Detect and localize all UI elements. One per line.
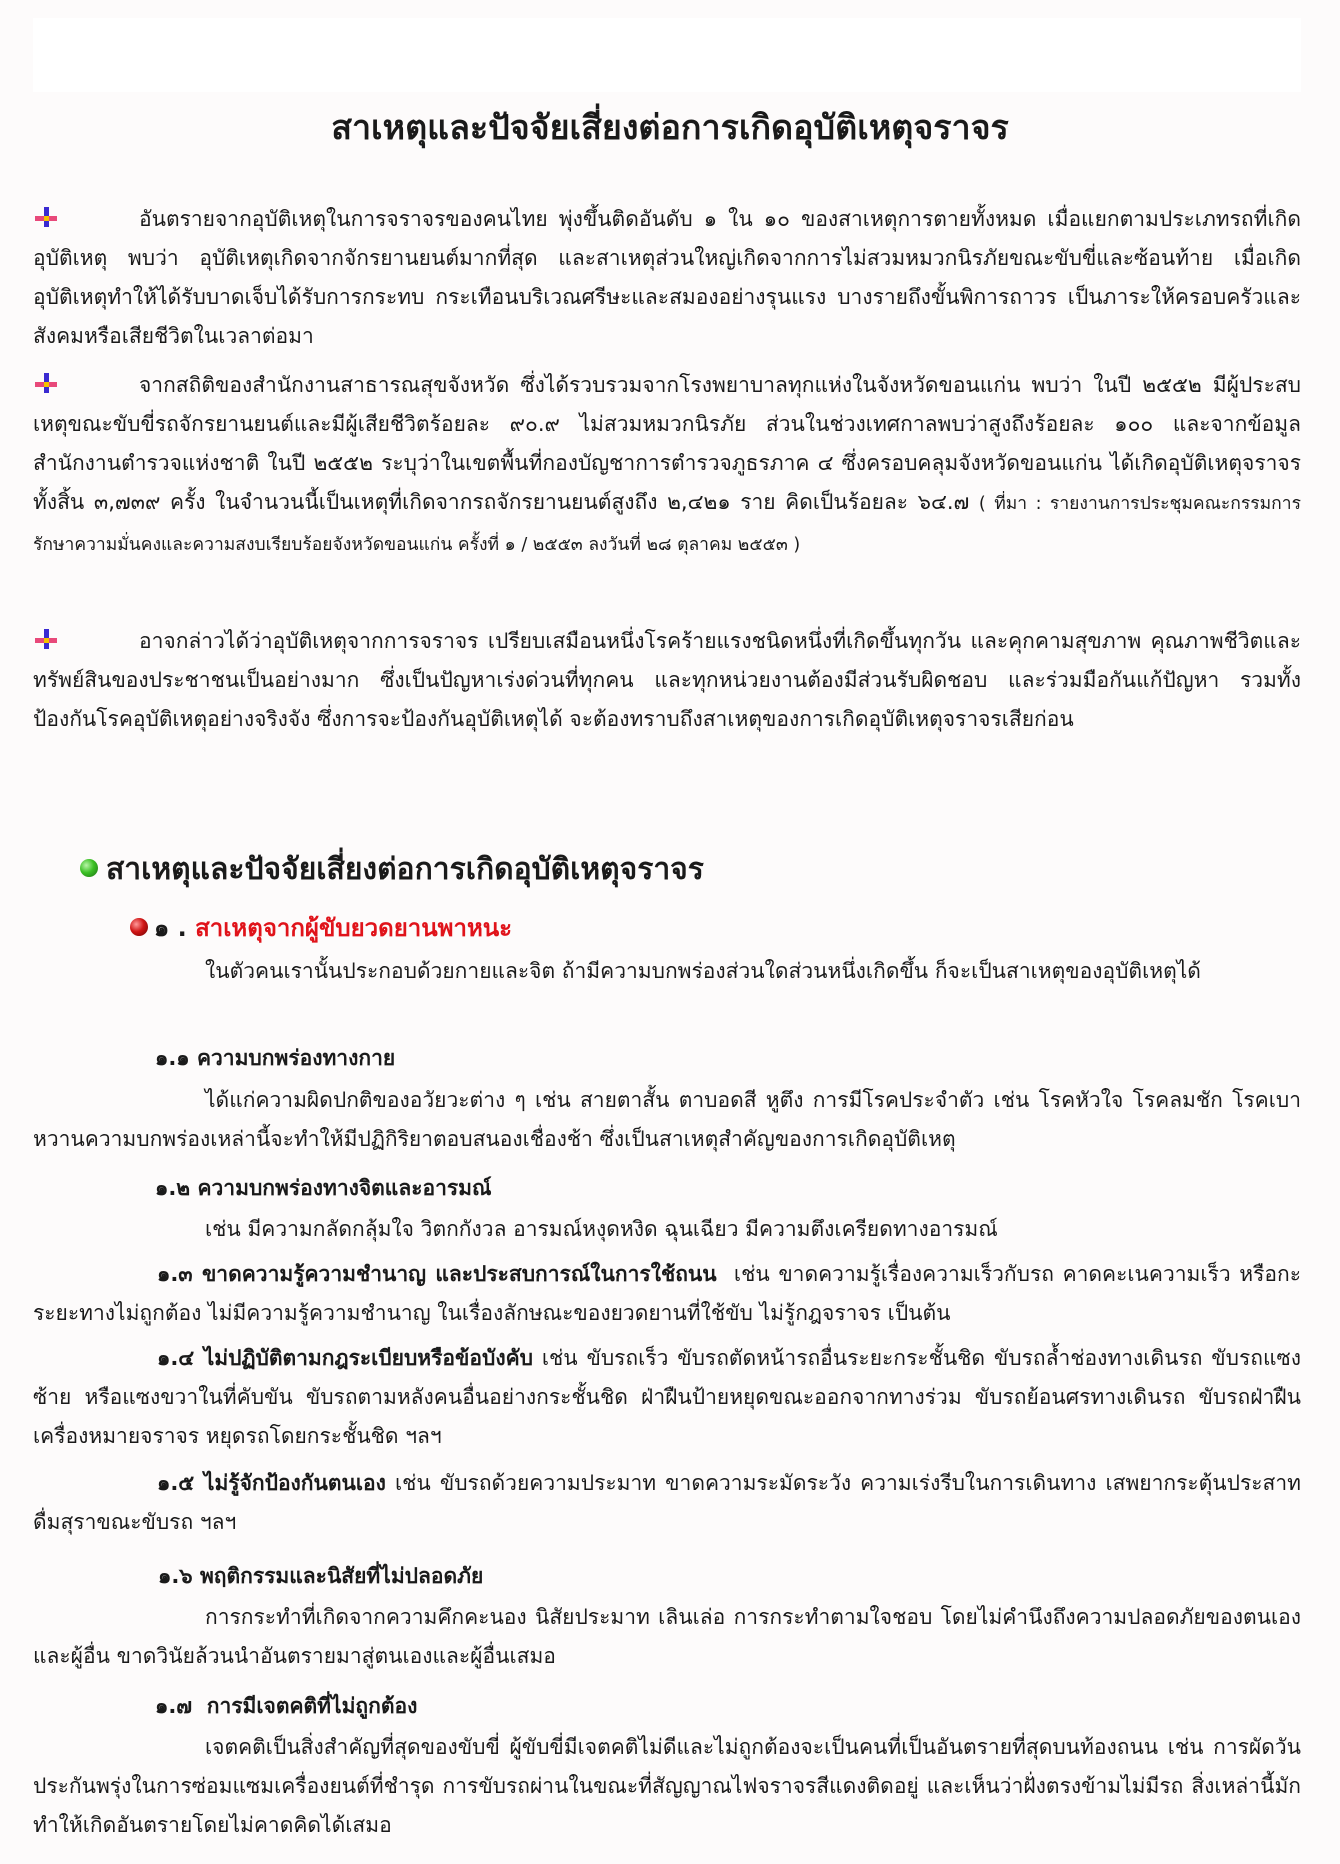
cross-bullet-icon (33, 206, 59, 228)
item-heading-1-3: ๑.๓ ขาดความรู้ความชำนาญ และประสบการณ์ในการใช้ถนน (157, 1262, 717, 1286)
source-note: ( ที่มา : รายงานการประชุมคณะกรรมการรักษาความมั่นคงและความสงบเรียบร้อยจังหวัดขอนแก่น ครั้งที่ ๑ / ๒๕๕๓ ลงวันที่ ๒๘ ตุลาคม ๒๕๕๓ ) (33, 494, 1301, 555)
item-heading-1-5: ๑.๕ ไม่รู้จักป้องกันตนเอง (157, 1471, 386, 1495)
item-text-1-1: ได้แก่ความผิดปกติของอวัยวะต่าง ๆ เช่น สายตาสั้น ตาบอดสี หูตึง การมีโรคประจำตัว เช่น โรคหัวใจ โรคลมชัก โรคเบาหวานความบกพร่องเหล่านี้จะทำให้มีปฏิกิริยาตอบสนองเชื่องช้า ซึ่งเป็นสาเหตุสำคัญของการเกิดอุบัติเหตุ (33, 1088, 1301, 1151)
cross-bullet-icon (33, 628, 59, 650)
page-title: สาเหตุและปัจจัยเสี่ยงต่อการเกิดอุบัติเหตุจราจร (331, 108, 1009, 148)
red-ball-icon (130, 918, 148, 936)
item-1-5: ๑.๕ ไม่รู้จักป้องกันตนเอง เช่น ขับรถด้วยความประมาท ขาดความระมัดระวัง ความเร่งรีบในการเดินทาง เสพยากระตุ้นประสาท ดื่มสุราขณะขับรถ ฯลฯ (33, 1471, 1301, 1534)
item-heading-1-1: ๑.๑ ความบกพร่องทางกาย (155, 1046, 396, 1070)
green-ball-icon (80, 859, 98, 877)
item-heading-1-2: ๑.๒ ความบกพร่องทางจิตและอารมณ์ (155, 1176, 492, 1200)
item-1-3: ๑.๓ ขาดความรู้ความชำนาญ และประสบการณ์ในการใช้ถนน เช่น ขาดความรู้เรื่องความเร็วกับรถ คาดคะเนความเร็ว หรือกะระยะทางไม่ถูกต้อง ไม่มีความรู้ความชำนาญ ในเรื่องลักษณะของยวดยานที่ใช้ขับ ไม่รู้กฎจราจร เป็นต้น (33, 1262, 1301, 1325)
item-heading-1-4: ๑.๔ ไม่ปฏิบัติตามกฎระเบียบหรือข้อบังคับ (157, 1346, 533, 1370)
item-text-1-2: เช่น มีความกลัดกลุ้มใจ วิตกกังวล อารมณ์หงุดหงิด ฉุนเฉียว มีความตึงเครียดทางอารมณ์ (205, 1217, 998, 1241)
item-text-1-7: เจตคติเป็นสิ่งสำคัญที่สุดของขับขี่ ผู้ขับขี่มีเจตคติไม่ดีและไม่ถูกต้องจะเป็นคนที่เป็นอันตรายที่สุดบนท้องถนน เช่น การผัดวันประกันพรุ่งในการซ่อมแซมเครื่องยนต์ที่ชำรุด การขับรถผ่านในขณะที่สัญญาณไฟจราจรสีแดงติดอยู่ และเห็นว่าฝั่งตรงข้ามไม่มีรถ สิ่งเหล่านี้มักทำให้เกิดอันตรายโดยไม่คาดคิดได้เสมอ (33, 1735, 1301, 1837)
cross-bullet-icon (33, 372, 59, 394)
item-text-1-6: การกระทำที่เกิดจากความคึกคะนอง นิสัยประมาท เลินเล่อ การกระทำตามใจชอบ โดยไม่คำนึงถึงความปลอดภัยของตนเองและผู้อื่น ขาดวินัยล้วนนำอันตรายมาสู่ตนเองและผู้อื่นเสมอ (33, 1605, 1301, 1668)
intro-paragraph-3: อาจกล่าวได้ว่าอุบัติเหตุจากการจราจร เปรียบเสมือนหนึ่งโรคร้ายแรงชนิดหนึ่งที่เกิดขึ้นทุกวัน และคุกคามสุขภาพ คุณภาพชีวิตและทรัพย์สินของประชาชนเป็นอย่างมาก ซึ่งเป็นปัญหาเร่งด่วนที่ทุกคน และทุกหน่วยงานต้องมีส่วนรับผิดชอบ และร่วมมือกันแก้ปัญหา รวมทั้งป้องกันโรคอุบัติเหตุอย่างจริงจัง ซึ่งการจะป้องกันอุบัติเหตุได้ จะต้องทราบถึงสาเหตุของการเกิดอุบัติเหตุจราจรเสียก่อน (33, 629, 1301, 731)
intro-paragraph-1: อันตรายจากอุบัติเหตุในการจราจรของคนไทย พุ่งขึ้นติดอันดับ ๑ ใน ๑๐ ของสาเหตุการตายทั้งหมด เมื่อแยกตามประเภทรถที่เกิดอุบัติเหตุ พบว่า อุบัติเหตุเกิดจากจักรยานยนต์มากที่สุด และสาเหตุส่วนใหญ่เกิดจากการไม่สวมหมวกนิรภัยขณะขับขี่และซ้อนท้าย เมื่อเกิดอุบัติเหตุทำให้ได้รับบาดเจ็บได้รับการกระทบ กระเทือนบริเวณศรีษะและสมองอย่างรุนแรง บางรายถึงขั้นพิการถาวร เป็นภาระให้ครอบครัวและสังคมหรือเสียชีวิตในเวลาต่อมา (33, 207, 1301, 348)
item-1-4: ๑.๔ ไม่ปฏิบัติตามกฎระเบียบหรือข้อบังคับ เช่น ขับรถเร็ว ขับรถตัดหน้ารถอื่นระยะกระชั้นชิด ขับรถล้ำช่องทางเดินรถ ขับรถแซงซ้าย หรือแซงขวาในที่คับขัน ขับรถตามหลังคนอื่นอย่างกระชั้นชิด ฝ่าฝืนป้ายหยุดขณะออกจากทางร่วม ขับรถย้อนศรทางเดินรถ ขับรถฝ่าฝืนเครื่องหมายจราจร หยุดรถโดยกระชั้นชิด ฯลฯ (33, 1346, 1301, 1448)
section-heading: สาเหตุและปัจจัยเสี่ยงต่อการเกิดอุบัติเหตุจราจร (80, 848, 704, 892)
intro-paragraph-2: จากสถิติของสำนักงานสาธารณสุขจังหวัด ซึ่งได้รวบรวมจากโรงพยาบาลทุกแห่งในจังหวัดขอนแก่น พบว่า ในปี ๒๕๕๒ มีผู้ประสบเหตุขณะขับขี่รถจักรยานยนต์และมีผู้เสียชีวิตร้อยละ ๙๐.๙ ไม่สวมหมวกนิรภัย ส่วนในช่วงเทศกาลพบว่าสูงถึงร้อยละ ๑๐๐ และจากข้อมูลสำนักงานตำรวจแห่งชาติ ในปี ๒๕๕๒ ระบุว่าในเขตพื้นที่กองบัญชาการตำรวจภูธรภาค ๔ ซึ่งครอบคลุมจังหวัดขอนแก่น ได้เกิดอุบัติเหตุจราจรทั้งสิ้น ๓,๗๓๙ ครั้ง ในจำนวนนี้เป็นเหตุที่เกิดจากรถจักรยานยนต์สูงถึง ๒,๔๒๑ ราย คิดเป็นร้อยละ ๖๔.๗ ( ที่มา : รายงานการประชุมคณะกรรมการรักษาความมั่นคงและความสงบเรียบร้อยจังหวัดขอนแก่น ครั้งที่ ๑ / ๒๕๕๓ ลงวันที่ ๒๘ ตุลาคม ๒๕๕๓ ) (33, 373, 1301, 555)
item-heading-1-7: ๑.๗ การมีเจตคติที่ไม่ถูกต้อง (155, 1694, 418, 1718)
top-banner (33, 18, 1301, 92)
item-heading-1-6: ๑.๖ พฤติกรรมและนิสัยที่ไม่ปลอดภัย (158, 1564, 484, 1588)
cause-intro-text: ในตัวคนเรานั้นประกอบด้วยกายและจิต ถ้ามีความบกพร่องส่วนใดส่วนหนึ่งเกิดขึ้น ก็จะเป็นสาเหตุของอุบัติเหตุได้ (205, 959, 1201, 983)
cause-heading: ๑ . สาเหตุจากผู้ขับยวดยานพาหนะ (130, 910, 512, 946)
